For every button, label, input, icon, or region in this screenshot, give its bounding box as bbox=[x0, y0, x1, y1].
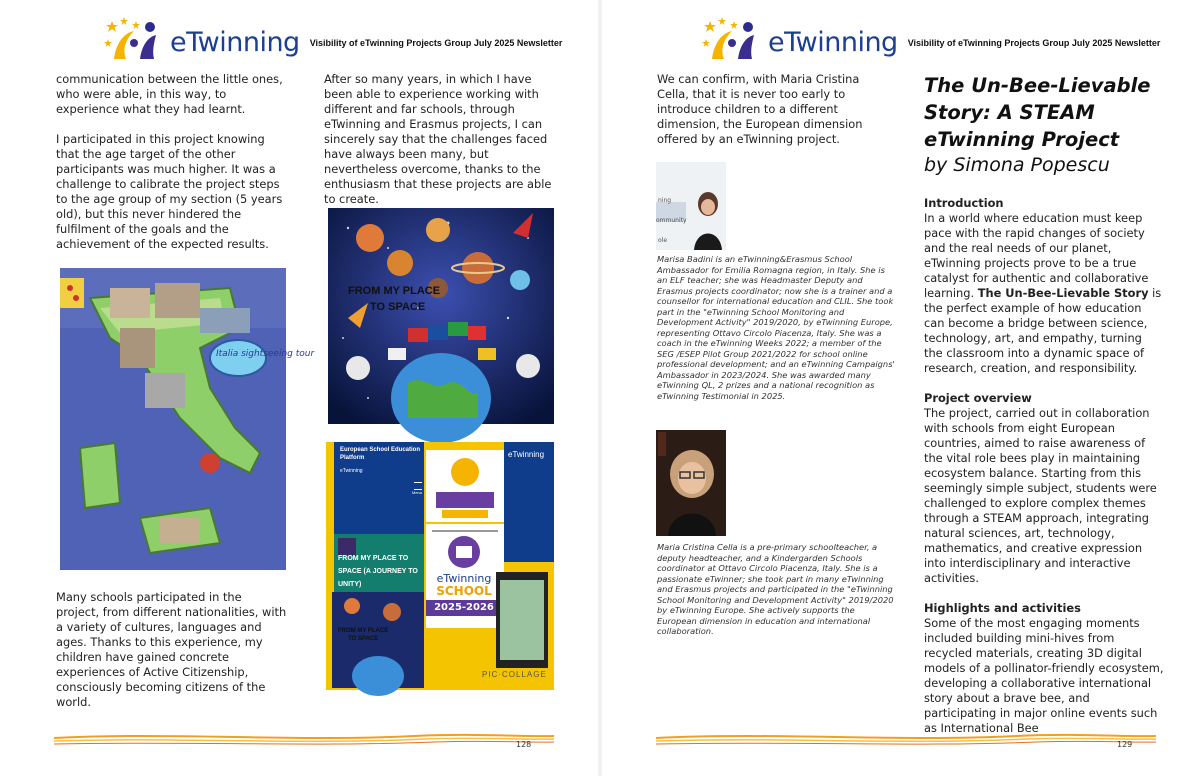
badge-years: 2025-2026 bbox=[426, 600, 502, 616]
italy-map-artwork bbox=[60, 268, 315, 570]
project-title: FROM MY PLACE TO SPACE (A JOURNEY TO UNITY) bbox=[338, 555, 418, 588]
svg-text:FROM MY PLACE: FROM MY PLACE bbox=[338, 628, 389, 634]
intro-text-a: In a world where education must keep pace with the rapid changes of society and the real needs of our planet, eTwinning projects prove to be a true catalyst for authentic and collaborative learning. bbox=[924, 211, 1149, 300]
right-col2 bbox=[924, 196, 1164, 736]
intro-bold: The Un-Bee-Lievable Story bbox=[977, 286, 1149, 300]
phone-screenshot bbox=[496, 572, 548, 668]
menu-label: Menu bbox=[412, 490, 423, 495]
highlights-paragraph: Some of the most engaging moments included building mini-hives from recycled materials, creating 3D digital models of a pollinator-friendly ecosystem, developing a collaborative international story about a brave bee, and participating in major online events such as International Bee bbox=[924, 616, 1164, 735]
overview-heading: Project overview bbox=[924, 391, 1032, 405]
right-header bbox=[702, 14, 1160, 64]
footer-wave-decoration bbox=[54, 728, 554, 750]
highlights-heading: Highlights and activities bbox=[924, 601, 1081, 615]
award-badge bbox=[426, 450, 504, 522]
intro-text-b: is the perfect example of how education can become a bridge between science, technology, art, and empathy, turning the classroom into a dynamic space of research, creation, and responsibility. bbox=[924, 286, 1162, 375]
paragraph: We can confirm, with Maria Cristina Cella, that it is never too early to introduce children to a different dimension, the European dimension offered by an eTwinning project. bbox=[657, 72, 863, 146]
paragraph: communication between the little ones, who were able, in this way, to experience what they had learnt. bbox=[56, 72, 283, 116]
space-poster-image bbox=[328, 208, 554, 424]
menu-icon bbox=[414, 482, 422, 490]
left-col1-bottom bbox=[56, 590, 288, 710]
page-number: 128 bbox=[516, 740, 532, 749]
left-header bbox=[104, 14, 562, 64]
article-title: The Un-Bee-Lievable Story: A STEAM eTwinning Project bbox=[924, 74, 1151, 151]
poster-title: FROM MY PLACE TO SPACE bbox=[348, 285, 441, 313]
right-col1-top bbox=[657, 72, 889, 147]
right-page bbox=[602, 0, 1200, 776]
newsletter-title: Visibility of eTwinning Projects Group July 2025 Newsletter bbox=[907, 38, 1161, 48]
etwinning-logo-text: eTwinning bbox=[170, 26, 300, 58]
left-page bbox=[0, 0, 598, 776]
project-card bbox=[334, 534, 424, 594]
paragraph: Many schools participated in the project, from different nationalities, with a variety of cultures, languages and ages. Thanks to this experience, my children have gained concrete experiences of Active Citizenship, consciously becoming citizens of the world. bbox=[56, 590, 287, 709]
portal-panel bbox=[334, 442, 424, 534]
phone-etwinning: eTwinning bbox=[508, 450, 545, 459]
newsletter-title: Visibility of eTwinning Projects Group July 2025 Newsletter bbox=[309, 38, 563, 48]
page-number: 129 bbox=[1117, 740, 1133, 749]
etwinning-logo-icon bbox=[702, 15, 766, 63]
intro-heading: Introduction bbox=[924, 196, 1004, 210]
svg-text:ommunity: ommunity bbox=[656, 217, 687, 224]
badge-title: SCHOOL bbox=[436, 584, 492, 598]
left-col1-top bbox=[56, 72, 288, 252]
footer-wave-decoration bbox=[656, 728, 1156, 750]
marisa-badini-photo bbox=[656, 162, 726, 250]
etwinning-logo-icon bbox=[104, 15, 168, 63]
portal-title: European School Education Platform bbox=[340, 447, 421, 461]
svg-text:ning: ning bbox=[658, 197, 672, 204]
etwinning-logo-text: eTwinning bbox=[768, 26, 898, 58]
portal-etwinning: eTwinning bbox=[340, 468, 363, 474]
badge-etwinning: eTwinning bbox=[436, 572, 492, 585]
marisa-caption: Marisa Badini is an eTwinning&Erasmus School Ambassador for Emilia Romagna region, in Italy. She is an ELF teacher; she was Headmaster Deputy and Erasmus projects coordinator; now she is a trainer and a counsellor for international education and CLIL. She took part in the "eTwinning School Monitoring and Development Activity" 2019/2020, by eTwinning Europe, representing Ottavo Circolo Piacenza, Italy. She was a coach in the eTwinning Weeks 2022; a member of the SEG /ESEP Pilot Group 2021/2022 for school online professional development; and an eTwinning Campaigns' Ambassador in 2023/2024. She was awarded many eTwinning QL, 2 prizes and a national recognition as eTwinning Testimonial in 2025. bbox=[657, 254, 895, 401]
article-byline: by Simona Popescu bbox=[924, 154, 1110, 176]
project-collage-image bbox=[326, 442, 554, 690]
poster-thumb bbox=[332, 592, 424, 688]
phone-panel bbox=[504, 442, 554, 562]
map-label: Italia sightseeing tour bbox=[216, 349, 315, 359]
maria-cristina-cella-photo bbox=[656, 430, 726, 536]
paragraph: I participated in this project knowing that the age target of the other participants was much higher. It was a challenge to calibrate the project steps to the age group of my section (5 years old), but this never hindered the fulfilment of the goals and the achievement of the expected results. bbox=[56, 132, 283, 251]
overview-paragraph: The project, carried out in collaboration with schools from eight European countries, aimed to raise awareness of the vital role bees play in maintaining ecosystem balance. Starting from this seemingly simple subject, students were challenged to explore complex themes through a STEAM approach, integrating natural sciences, art, technology, mathematics, and creative expression into interdisciplinary and interactive activities. bbox=[924, 406, 1157, 585]
etwinning-school-badge bbox=[426, 532, 502, 628]
svg-text:TO SPACE: TO SPACE bbox=[348, 636, 379, 642]
left-col2-top bbox=[324, 72, 556, 207]
maria-caption: Maria Cristina Cella is a pre-primary schoolteacher, a deputy headteacher, and a Kindergarden Schools coordinator at Ottavo Circolo Piacenza, Italy. She is a passionate eTwinner; she took part in many eTwinning and Erasmus projects and participated in the "eTwinning School Monitoring and Development Activity" 2019/2020 by eTwinning Europe. She actively supports the European dimension in education and international collaboration. bbox=[657, 542, 894, 636]
intro-paragraph bbox=[924, 211, 1164, 376]
svg-text:ole: ole bbox=[658, 237, 668, 244]
pic-collage-watermark: PIC·COLLAGE bbox=[482, 670, 547, 679]
paragraph: After so many years, in which I have been able to experience working with different and far schools, through eTwinning and Erasmus projects, I can sincerely say that the challenges faced have always been many, but nevertheless overcome, thanks to the enthusiasm that these projects are able to create. bbox=[324, 72, 552, 206]
